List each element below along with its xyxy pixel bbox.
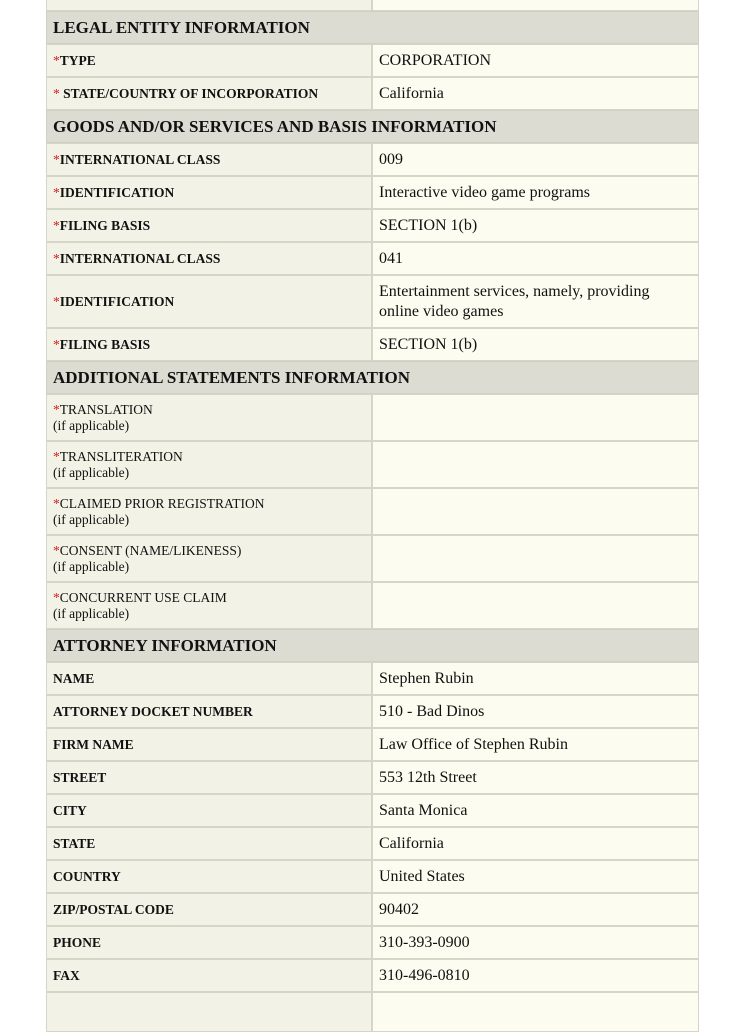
required-marker: *	[53, 52, 60, 68]
field-label-city: CITY	[46, 794, 372, 827]
field-value-concurrent-use-claim	[372, 582, 699, 629]
field-label-transliteration	[46, 441, 372, 488]
table-row	[46, 959, 699, 992]
field-label-identification	[46, 275, 372, 328]
trademark-form-table	[46, 0, 699, 1032]
table-row	[46, 582, 699, 629]
field-value-international-class: 009	[372, 143, 699, 176]
field-label-international-class	[46, 143, 372, 176]
field-value-street: 553 12th Street	[372, 761, 699, 794]
field-label-zip: ZIP/POSTAL CODE	[46, 893, 372, 926]
field-label-type	[46, 44, 372, 77]
field-label-name: NAME	[46, 662, 372, 695]
field-value-identification: Interactive video game programs	[372, 176, 699, 209]
field-label-claimed-prior-registration	[46, 488, 372, 535]
field-label-street: STREET	[46, 761, 372, 794]
field-value-type: CORPORATION	[372, 44, 699, 77]
field-label-fax: FAX	[46, 959, 372, 992]
field-sublabel: (if applicable)	[53, 464, 130, 480]
table-row	[46, 242, 699, 275]
table-row	[46, 488, 699, 535]
field-label-consent	[46, 535, 372, 582]
section-header-additional-statements: ADDITIONAL STATEMENTS INFORMATION	[46, 361, 699, 394]
field-sublabel: (if applicable)	[53, 605, 130, 621]
field-label-text: STATE/COUNTRY OF INCORPORATION	[63, 85, 319, 101]
table-row	[46, 893, 699, 926]
field-label-filing-basis	[46, 328, 372, 361]
required-marker: *	[53, 401, 60, 417]
field-label-text: IDENTIFICATION	[59, 184, 175, 200]
field-value-docket-number: 510 - Bad Dinos	[372, 695, 699, 728]
field-label-phone: PHONE	[46, 926, 372, 959]
field-value-name: Stephen Rubin	[372, 662, 699, 695]
field-value-country: United States	[372, 860, 699, 893]
field-label-text: TRANSLATION	[59, 401, 153, 417]
field-label-text: CONSENT (NAME/LIKENESS)	[59, 542, 242, 558]
field-label-firm-name: FIRM NAME	[46, 728, 372, 761]
field-value-state-country: California	[372, 77, 699, 110]
section-header-row	[46, 361, 699, 394]
table-row	[46, 275, 699, 328]
field-value-claimed-prior-registration	[372, 488, 699, 535]
field-label-concurrent-use-claim	[46, 582, 372, 629]
section-header-row	[46, 11, 699, 44]
field-value-filing-basis: SECTION 1(b)	[372, 328, 699, 361]
section-header-row	[46, 629, 699, 662]
table-row	[46, 143, 699, 176]
required-marker: *	[53, 589, 60, 605]
table-row	[46, 328, 699, 361]
table-row	[46, 44, 699, 77]
required-marker: *	[53, 250, 60, 266]
field-label-text: IDENTIFICATION	[59, 293, 175, 309]
field-value-transliteration	[372, 441, 699, 488]
required-marker: *	[53, 184, 60, 200]
field-value-fax: 310-496-0810	[372, 959, 699, 992]
field-value-translation	[372, 394, 699, 441]
table-row-partial-top	[46, 0, 699, 11]
table-row	[46, 926, 699, 959]
field-value-identification: Entertainment services, namely, providing online video games	[372, 275, 699, 328]
value-cell-empty	[372, 0, 699, 11]
section-header-row	[46, 110, 699, 143]
field-label-filing-basis	[46, 209, 372, 242]
table-row	[46, 860, 699, 893]
required-marker: *	[53, 336, 60, 352]
field-label-identification	[46, 176, 372, 209]
table-row	[46, 77, 699, 110]
label-cell-empty	[46, 992, 372, 1032]
table-row	[46, 728, 699, 761]
required-marker: *	[53, 448, 60, 464]
table-row	[46, 827, 699, 860]
table-row	[46, 794, 699, 827]
required-marker: *	[53, 85, 60, 101]
field-label-translation	[46, 394, 372, 441]
field-label-text: INTERNATIONAL CLASS	[59, 151, 221, 167]
field-value-international-class: 041	[372, 242, 699, 275]
label-cell-empty	[46, 0, 372, 11]
table-row	[46, 394, 699, 441]
field-label-text: FILING BASIS	[59, 336, 151, 352]
table-row-partial-bottom	[46, 992, 699, 1032]
table-row	[46, 209, 699, 242]
field-label-state-country	[46, 77, 372, 110]
field-label-country: COUNTRY	[46, 860, 372, 893]
table-row	[46, 441, 699, 488]
section-header-legal-entity: LEGAL ENTITY INFORMATION	[46, 11, 699, 44]
field-sublabel: (if applicable)	[53, 417, 130, 433]
field-sublabel: (if applicable)	[53, 558, 130, 574]
field-label-international-class	[46, 242, 372, 275]
required-marker: *	[53, 293, 60, 309]
field-label-text: CLAIMED PRIOR REGISTRATION	[59, 495, 265, 511]
table-row	[46, 535, 699, 582]
field-label-state: STATE	[46, 827, 372, 860]
field-value-state: California	[372, 827, 699, 860]
field-label-text: CONCURRENT USE CLAIM	[59, 589, 227, 605]
field-value-zip: 90402	[372, 893, 699, 926]
section-header-attorney: ATTORNEY INFORMATION	[46, 629, 699, 662]
field-label-text: TYPE	[59, 52, 96, 68]
field-value-city: Santa Monica	[372, 794, 699, 827]
value-cell-empty	[372, 992, 699, 1032]
field-label-text: INTERNATIONAL CLASS	[59, 250, 221, 266]
section-header-goods-services: GOODS AND/OR SERVICES AND BASIS INFORMATION	[46, 110, 699, 143]
field-value-firm-name: Law Office of Stephen Rubin	[372, 728, 699, 761]
field-value-phone: 310-393-0900	[372, 926, 699, 959]
table-row	[46, 761, 699, 794]
field-value-consent	[372, 535, 699, 582]
field-sublabel: (if applicable)	[53, 511, 130, 527]
field-label-docket-number: ATTORNEY DOCKET NUMBER	[46, 695, 372, 728]
required-marker: *	[53, 151, 60, 167]
field-label-text: TRANSLITERATION	[59, 448, 183, 464]
required-marker: *	[53, 495, 60, 511]
table-row	[46, 662, 699, 695]
field-value-filing-basis: SECTION 1(b)	[372, 209, 699, 242]
table-row	[46, 695, 699, 728]
table-row	[46, 176, 699, 209]
field-label-text: FILING BASIS	[59, 217, 151, 233]
required-marker: *	[53, 217, 60, 233]
required-marker: *	[53, 542, 60, 558]
